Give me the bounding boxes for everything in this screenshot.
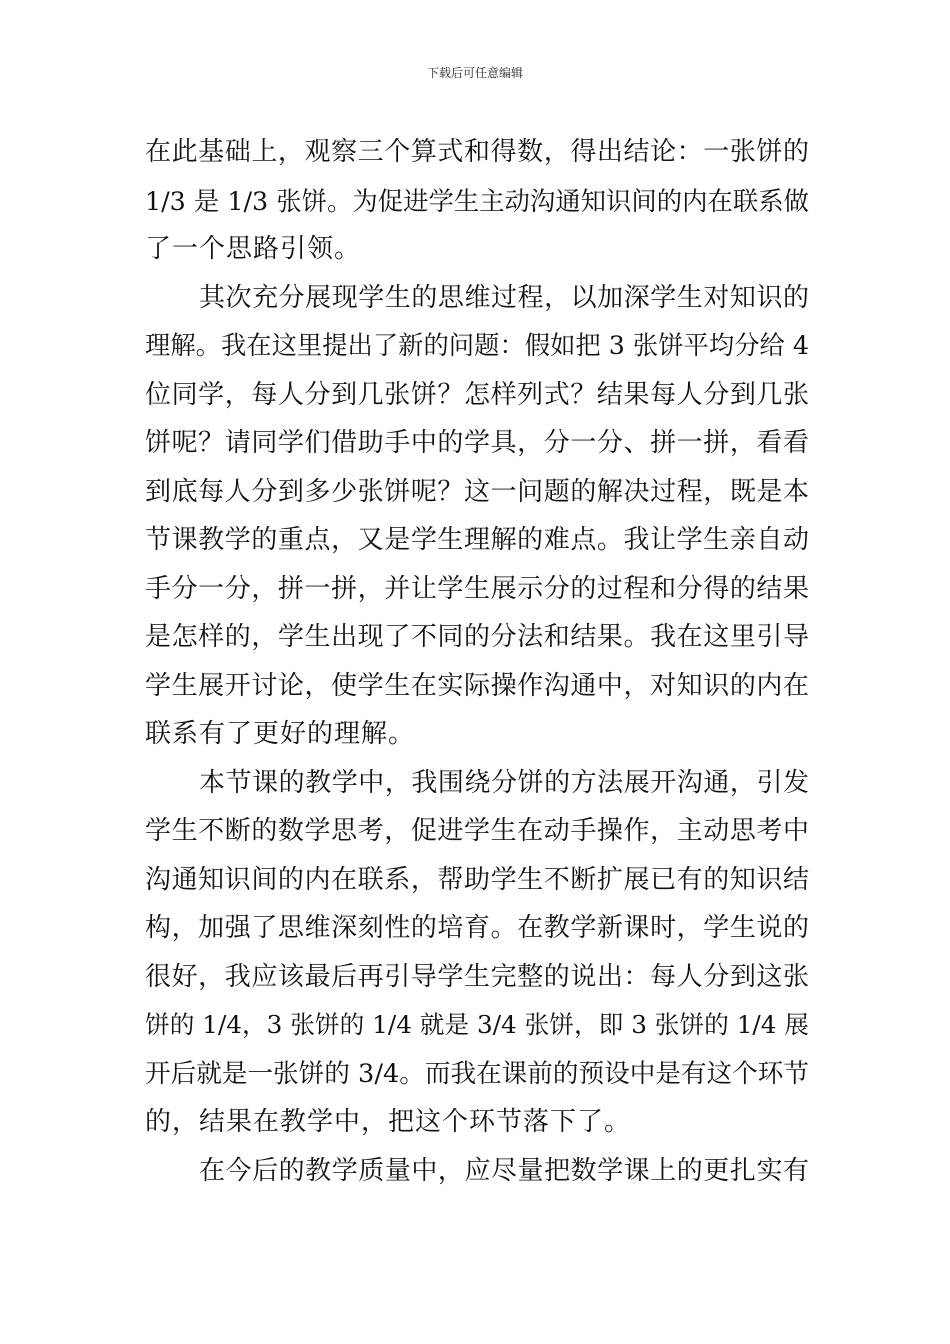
text-line: 开后就是一张饼的 3/4。而我在课前的预设中是有这个环节 bbox=[145, 1058, 809, 1089]
text-line: 位同学，每人分到几张饼？怎样列式？结果每人分到几张 bbox=[145, 379, 809, 410]
body-text bbox=[145, 128, 809, 1195]
text-line: 构，加强了思维深刻性的培育。在教学新课时，学生说的 bbox=[145, 913, 809, 943]
text-line: 在今后的教学质量中，应尽量把数学课上的更扎实有 bbox=[199, 1155, 809, 1186]
text-line: 在此基础上，观察三个算式和得数，得出结论：一张饼的 bbox=[145, 137, 809, 167]
paragraph-3 bbox=[145, 759, 809, 1147]
text-line: 沟通知识间的内在联系，帮助学生不断扩展已有的知识结 bbox=[145, 864, 809, 895]
text-line: 本节课的教学中，我围绕分饼的方法展开沟通，引发 bbox=[199, 767, 809, 798]
text-line: 是怎样的，学生出现了不同的分法和结果。我在这里引导 bbox=[145, 622, 809, 652]
paragraph-4 bbox=[145, 1147, 809, 1196]
paragraph-1 bbox=[145, 128, 809, 274]
text-line: 学生展开讨论，使学生在实际操作沟通中，对知识的内在 bbox=[145, 670, 809, 701]
text-line: 节课教学的重点，又是学生理解的难点。我让学生亲自动 bbox=[145, 525, 809, 555]
page-header: 下载后可任意编辑 bbox=[426, 66, 523, 80]
text-line: 学生不断的数学思考，促进学生在动手操作，主动思考中 bbox=[145, 816, 809, 846]
text-line: 饼呢？请同学们借助手中的学具，分一分、拼一拼，看看 bbox=[145, 428, 809, 458]
text-line: 了一个思路引领。 bbox=[145, 234, 362, 264]
text-line: 1/3 是 1/3 张饼。为促进学生主动沟通知识间的内在联系做 bbox=[145, 185, 809, 216]
text-line: 理解。我在这里提出了新的问题：假如把 3 张饼平均分给 4 bbox=[145, 331, 809, 360]
text-line: 很好，我应该最后再引导学生完整的说出：每人分到这张 bbox=[145, 961, 809, 992]
text-line: 的，结果在教学中，把这个环节落下了。 bbox=[145, 1107, 632, 1137]
text-line: 联系有了更好的理解。 bbox=[145, 719, 416, 749]
paragraph-2 bbox=[145, 274, 809, 759]
text-line: 手分一分，拼一拼，并让学生展示分的过程和分得的结果 bbox=[145, 573, 809, 604]
text-line: 其次充分展现学生的思维过程，以加深学生对知识的 bbox=[199, 282, 809, 313]
text-line: 饼的 1/4，3 张饼的 1/4 就是 3/4 张饼，即 3 张饼的 1/4 展 bbox=[145, 1010, 809, 1039]
text-line: 到底每人分到多少张饼呢？这一问题的解决过程，既是本 bbox=[145, 476, 809, 507]
